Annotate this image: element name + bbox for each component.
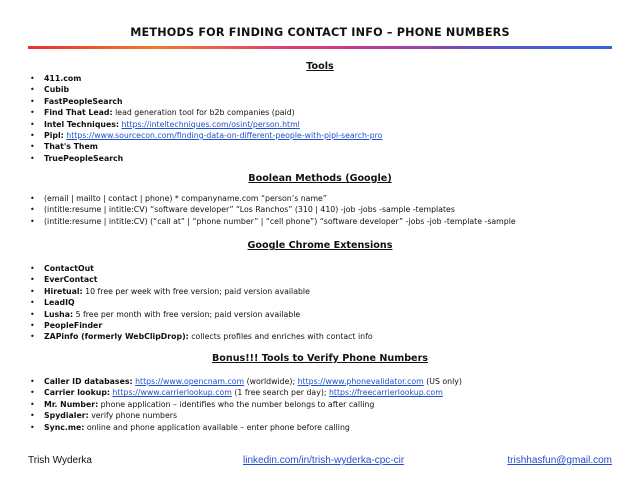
list-item: • PeopleFinder — [28, 320, 618, 331]
list-item: • Intel Techniques: https://inteltechniques.com/osint/person.html — [28, 119, 618, 130]
list-item: • Carrier lookup: https://www.carrierlookup.com (1 free search per day); https://freecarrierlookup.com — [28, 387, 618, 398]
list-item: • ZAPinfo (formerly WebClipDrop): collects profiles and enriches with contact info — [28, 331, 618, 342]
list-item: • ContactOut — [28, 263, 618, 274]
list-item: • (email | mailto | contact | phone) * companyname.com “person’s name” — [28, 193, 618, 204]
list-item: • Mr. Number: phone application – identifies who the number belongs to after calling — [28, 399, 618, 410]
gradient-divider — [28, 46, 612, 49]
section-heading-bonus: Bonus!!! Tools to Verify Phone Numbers — [211, 353, 429, 364]
list-item: • LeadIQ — [28, 297, 618, 308]
carrierlookup-link[interactable]: https://www.carrierlookup.com — [112, 388, 232, 398]
footer — [28, 455, 612, 467]
list-item: • (intitle:resume | intitle:CV) “software developer” “Los Ranchos” (310 | 410) -job -jobs -sample -templates — [28, 204, 618, 215]
list-item: • FastPeopleSearch — [28, 96, 618, 107]
bonus-list — [28, 376, 618, 433]
list-item: • That's Them — [28, 141, 618, 152]
freecarrierlookup-link[interactable]: https://freecarrierlookup.com — [328, 388, 443, 398]
intel-techniques-link[interactable]: https://inteltechniques.com/osint/person.html — [121, 119, 300, 129]
list-item: • (intitle:resume | intitle:CV) (“call at” | “phone number” | “cell phone”) “software developer” -jobs -job -template -sample — [28, 216, 618, 227]
phonevalidator-link[interactable]: https://www.phonevalidator.com — [297, 377, 424, 386]
page-title: METHODS FOR FINDING CONTACT INFO – PHONE NUMBERS — [130, 26, 510, 39]
list-item: • Pipl: https://www.sourcecon.com/finding-data-on-different-people-with-pipl-search-pro — [28, 130, 618, 141]
email-link[interactable]: trishhasfun@gmail.com — [507, 455, 612, 466]
author-name: Trish Wyderka — [28, 455, 92, 466]
pipl-link[interactable]: https://www.sourcecon.com/finding-data-on-different-people-with-pipl-search-pro — [66, 130, 383, 140]
section-heading-tools: Tools — [306, 61, 334, 72]
list-item: • TruePeopleSearch — [28, 153, 618, 164]
tools-list — [28, 73, 618, 164]
list-item: • Spydialer: verify phone numbers — [28, 410, 618, 421]
extensions-list — [28, 263, 618, 343]
list-item: • Hiretual: 10 free per week with free version; paid version available — [28, 286, 618, 297]
linkedin-link[interactable]: linkedin.com/in/trish-wyderka-cpc-cir — [243, 455, 405, 466]
boolean-list — [28, 193, 618, 227]
opencnam-link[interactable]: https://www.opencnam.com — [135, 377, 245, 386]
list-item: • Sync.me: online and phone application available – enter phone before calling — [28, 422, 618, 433]
list-item: • Cubib — [28, 84, 618, 95]
list-item: • Find That Lead: lead generation tool for b2b companies (paid) — [28, 107, 618, 118]
list-item: • Lusha: 5 free per month with free version; paid version available — [28, 309, 618, 320]
section-heading-boolean: Boolean Methods (Google) — [248, 173, 392, 184]
list-item: • Caller ID databases: https://www.opencnam.com (worldwide); https://www.phonevalidator.com (US only) — [28, 376, 618, 387]
section-heading-extensions: Google Chrome Extensions — [247, 240, 393, 251]
list-item: • 411.com — [28, 73, 618, 84]
list-item: • EverContact — [28, 274, 618, 285]
